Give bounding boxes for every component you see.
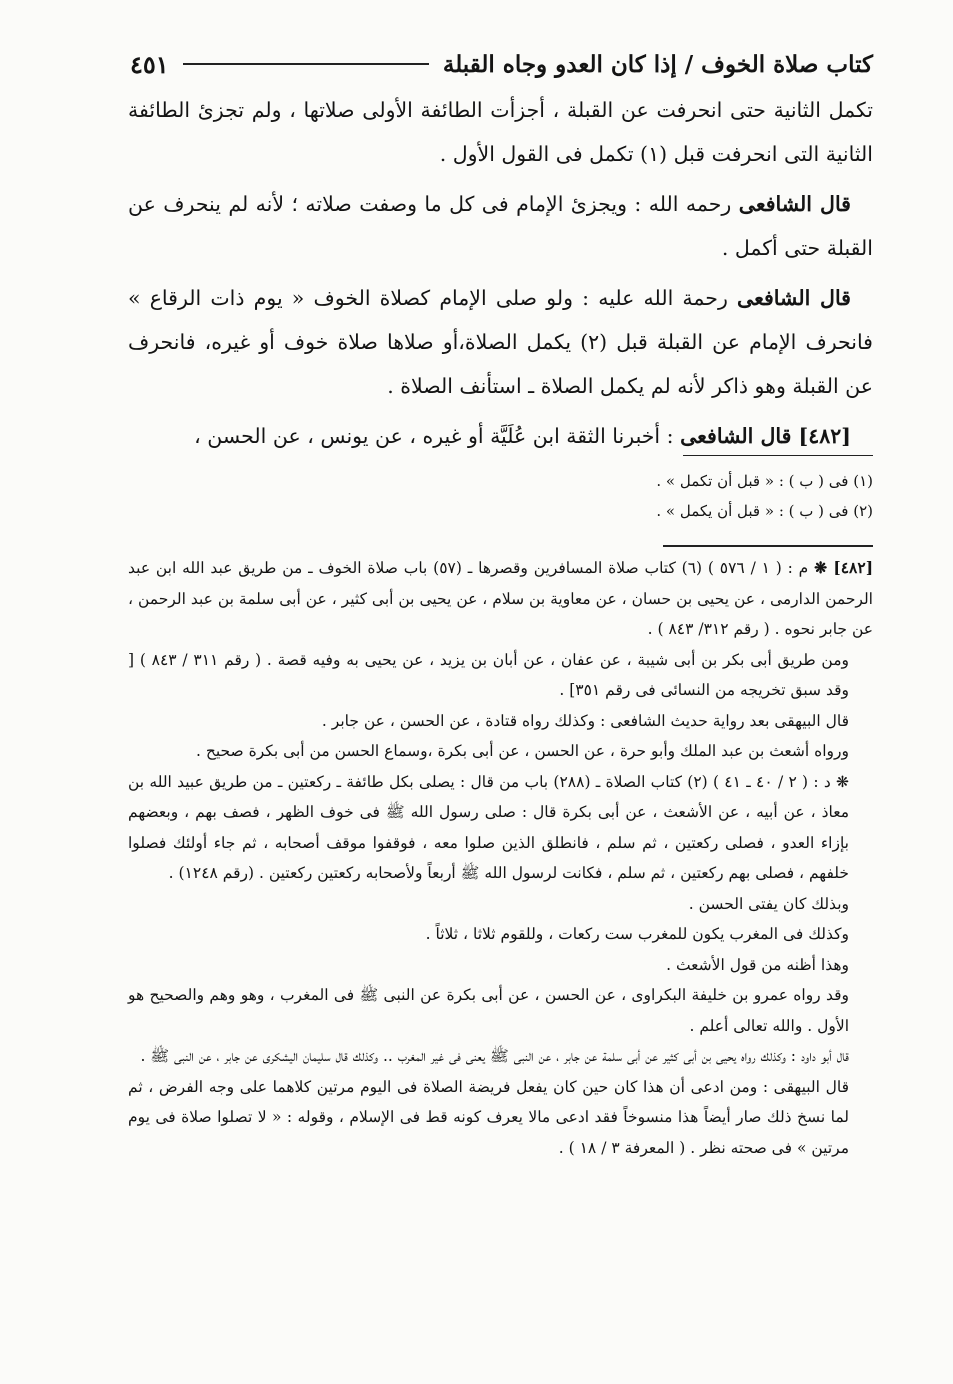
sources-divider	[663, 545, 873, 547]
source-entry: ❋ د : ( ٢ / ٤٠ ـ ٤١ ) (٢) كتاب الصلاة ـ (٢٨٨) باب من قال : يصلى بكل طائفة ـ ركعتين ـ من طريق عبيد الله بن معاذ ، عن أبيه ، عن الأشعث ، عن أبى بكرة قال : صلى رسول الله ﷺ فى خوف الظهر ، فصف بهم ، وبعضهم بإزاء العدو ، فصلى ركعتين ، ثم سلم ، فانطلق الذين صلوا معه ، فوقفوا موقف أصحابه ، ثم جاء أولئك فصلوا خلفهم ، فصلى بهم ركعتين ، ثم سلم ، فكانت لرسول الله ﷺ أربعاً ولأصحابه ركعتين ركعتين . (رقم ١٢٤٨) .	[128, 772, 849, 882]
source-entry: قال أبو داود : وكذلك رواه يحيى بن أبى كثير عن أبى سلمة عن جابر ، عن النبى ﷺ يعنى فى غير المغرب .. وكذلك قال سليمان اليشكرى عن جابر ، عن النبى ﷺ .	[140, 1047, 849, 1065]
source-entry	[128, 553, 873, 645]
main-text	[128, 88, 873, 464]
source-entry: ورواه أشعث بن عبد الملك وأبو حرة ، عن الحسن ، عن أبى بكرة ،وسماع الحسن من أبى بكرة صحيح .	[195, 742, 849, 760]
source-number: [٤٨٢] ❋	[814, 558, 874, 577]
paragraph-text: : أخبرنا الثقة ابن عُلَيَّة أو غيره ، عن يونس ، عن الحسن ،	[194, 424, 681, 448]
footnotes	[128, 466, 873, 526]
paragraph-text: رحمه الله : ويجزئ الإمام فى كل ما وصفت صلاته ؛ لأنه لم ينحرف عن القبلة حتى أكمل .	[128, 192, 873, 260]
source-entry: قال البيهقى بعد رواية حديث الشافعى : وكذلك رواه قتادة ، عن الحسن ، عن جابر .	[321, 711, 849, 730]
takhrij-section	[128, 553, 873, 1163]
speaker-label: قال الشافعى	[738, 192, 851, 216]
speaker-label: قال الشافعى	[737, 286, 851, 310]
running-title: كتاب صلاة الخوف / إذا كان العدو وجاه القبلة	[442, 50, 873, 78]
paragraph-text: رحمة الله عليه : ولو صلى الإمام كصلاة الخوف « يوم ذات الرقاع » فانحرف الإمام عن القبلة قبل (٢) يكمل الصلاة،أو صلاها صلاة خوف أو غيره، فانحرف عن القبلة وهو ذاكر لأنه لم يكمل الصلاة ـ استأنف الصلاة .	[128, 286, 873, 398]
paragraph-shafii-2	[128, 276, 873, 408]
source-entry: وبذلك كان يفتى الحسن .	[688, 894, 849, 913]
paragraph-shafii-1	[128, 182, 873, 270]
hadith-number-label: [٤٨٢] قال الشافعى	[680, 424, 851, 448]
source-entry: وكذلك فى المغرب يكون للمغرب ست ركعات ، وللقوم ثلاثا ، ثلاثاً .	[425, 925, 849, 943]
footnote-divider	[683, 455, 873, 456]
paragraph-hadith-482	[128, 414, 873, 458]
source-entry: قال البيهقى : ومن ادعى أن هذا كان حين كان يفعل فريضة الصلاة فى اليوم مرتين كلاهما على وجه الفرض ، ثم لما نسخ ذلك صار أيضاً هذا منسوخاً فقد ادعى مالا يعرف كونه قط فى الإسلام ، وقوله : « لا تصلوا صلاة فى يوم مرتين » فى صحته نظر . ( المعرفة ٣ / ١٨ ) .	[128, 1077, 849, 1157]
paragraph-continuation: تكمل الثانية حتى انحرفت عن القبلة ، أجزأت الطائفة الأولى صلاتها ، ولم تجزئ الطائفة الثانية التى انحرفت قبل (١) تكمل فى القول الأول .	[128, 98, 873, 166]
source-entry: وقد رواه عمرو بن خليفة البكراوى ، عن الحسن ، عن أبى بكرة عن النبى ﷺ فى المغرب ، وهو وهم والصحيح هو الأول . والله تعالى أعلم .	[128, 986, 849, 1035]
page-number: ٤٥١	[130, 49, 169, 79]
footnote-2: (٢) فى ( ب ) : « قبل أن يكمل » .	[656, 502, 873, 520]
footnote-1: (١) فى ( ب ) : « قبل أن تكمل » .	[656, 472, 873, 490]
source-entry: وهذا أظنه من قول الأشعث .	[666, 955, 849, 974]
source-entry: ومن طريق أبى بكر بن أبى شيبة ، عن عفان ، عن أبان بن يزيد ، عن يحيى به وفيه قصة . ( رقم ٣١١ / ٨٤٣ ) [ وقد سبق تخريجه من النسائى فى رقم ٣٥١] .	[128, 650, 850, 699]
header-rule	[183, 63, 429, 65]
source-text: م : ( ١ / ٥٧٦ ) (٦) كتاب صلاة المسافرين وقصرها ـ (٥٧) باب صلاة الخوف ـ من طريق عبد الله ابن عبد الرحمن الدارمى ، عن يحيى بن حسان ، عن معاوية بن سلام ، عن يحيى بن أبى كثير ، عن أبى سلمة بن عبد الرحمن ، عن جابر نحوه . ( رقم ٣١٢/ ٨٤٣ ) .	[128, 559, 873, 638]
running-header	[130, 44, 873, 84]
